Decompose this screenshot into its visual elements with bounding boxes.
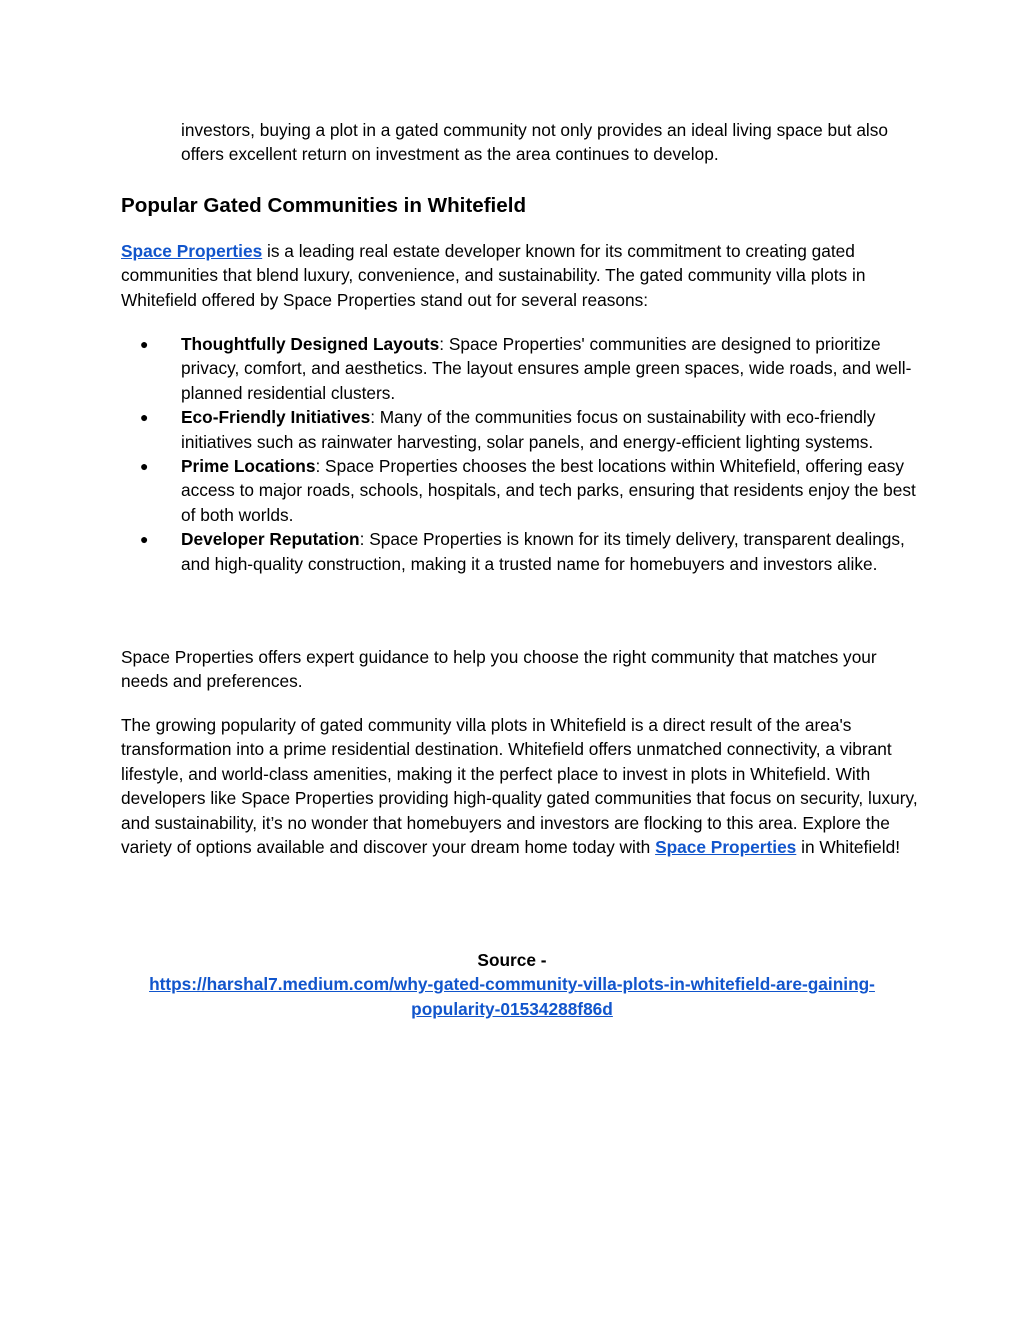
feature-text: : Many of the communities focus on sustainability with eco-friendly initiatives such as rainwater harvesting, solar panels, and energy-efficient lighting systems. — [181, 407, 876, 452]
feature-title: Prime Locations — [181, 456, 316, 477]
bullet-icon: ● — [140, 458, 149, 475]
conclusion-paragraph — [121, 713, 921, 859]
continuation-paragraph: investors, buying a plot in a gated community not only provides an ideal living space but also offers excellent return on investment as the area continues to develop. — [181, 120, 889, 165]
feature-text: : Space Properties chooses the best locations within Whitefield, offering easy access to major roads, schools, hospitals, and tech parks, ensuring that residents enjoy the best of both worlds. — [181, 456, 916, 525]
feature-text: : Space Properties' communities are designed to prioritize privacy, comfort, and aesthetics. The layout ensures ample green spaces, wide roads, and well-planned residential clusters. — [181, 334, 912, 403]
feature-title: Developer Reputation — [181, 529, 360, 550]
section-heading: Popular Gated Communities in Whitefield — [121, 194, 527, 217]
source-url-line1: https://harshal7.medium.com/why-gated-community-villa-plots-in-whitefield-are-gaining- — [149, 974, 875, 995]
source-label: Source - — [477, 950, 547, 970]
source-url-link[interactable] — [149, 974, 875, 1018]
guidance-paragraph: Space Properties offers expert guidance to help you choose the right community that matches your needs and preferences. — [121, 647, 877, 692]
conclusion-text: The growing popularity of gated community villa plots in Whitefield is a direct result of the area's transformation into a prime residential destination. Whitefield offers unmatched connectivity, a vibrant lifestyle, and world-class amenities, making it the perfect place to invest in plots in Whitefield. With developers like Space Properties providing high-quality gated communities that focus on security, luxury, and sustainability, it’s no wonder that homebuyers and investors are flocking to this area. Explore the variety of options available and discover your dream home today with — [121, 715, 918, 858]
list-item — [121, 332, 921, 405]
feature-title: Thoughtfully Designed Layouts — [181, 334, 440, 354]
conclusion-text-end: in Whitefield! — [796, 837, 901, 858]
bullet-icon: ● — [140, 336, 149, 352]
bullet-icon: ● — [140, 409, 149, 426]
source-block — [100, 948, 924, 1021]
space-properties-link[interactable]: Space Properties — [121, 241, 263, 261]
feature-title: Eco-Friendly Initiatives — [181, 407, 371, 428]
list-item — [121, 405, 921, 454]
bullet-icon: ● — [140, 531, 149, 548]
features-list — [121, 332, 921, 576]
list-item — [121, 527, 921, 576]
intro-text: is a leading real estate developer known for its commitment to creating gated communities that blend luxury, convenience, and sustainability. The gated community villa plots in Whitefield offered by Space Properties stand out for several reasons: — [121, 241, 866, 310]
intro-paragraph — [121, 239, 921, 312]
list-item — [121, 454, 921, 527]
source-url-line2: popularity-01534288f86d — [411, 998, 613, 1019]
feature-text: : Space Properties is known for its timely delivery, transparent dealings, and high-quality construction, making it a trusted name for homebuyers and investors alike. — [181, 529, 905, 574]
space-properties-link[interactable]: Space Properties — [655, 837, 797, 858]
